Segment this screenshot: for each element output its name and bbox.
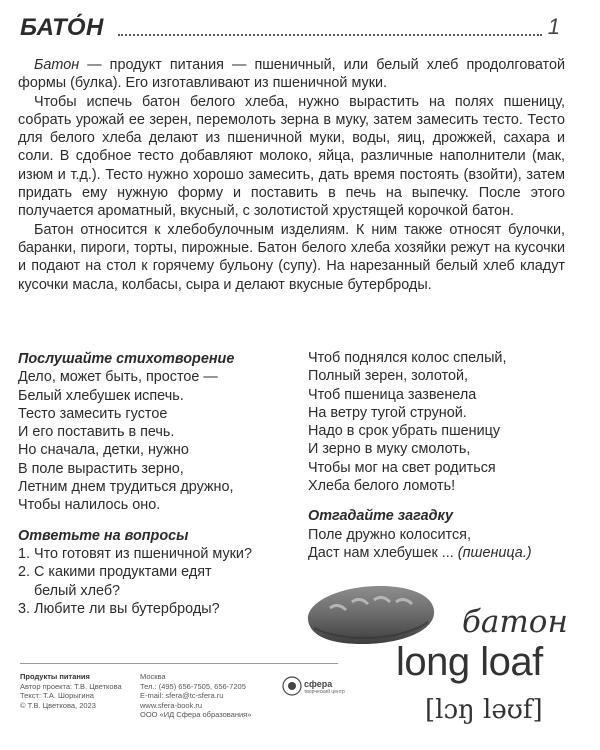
question-text: Что готовят из пшеничной муки?: [34, 545, 252, 562]
riddle-line-text: Даст нам хлебушек ...: [308, 544, 454, 561]
logo-text: сфера: [304, 679, 333, 689]
question-item: [18, 600, 293, 618]
footer-email: E-mail: sfera@tc-sfera.ru: [140, 691, 224, 701]
riddle-line: [308, 544, 578, 562]
intro-definition: — продукт питания — пшеничный, или белый хлеб продолговатой формы (булка). Его изготавливают из пшеничной муки.: [18, 57, 565, 92]
footer-tel: Тел.: (495) 656-7505, 656-7205: [140, 681, 246, 691]
poem-line: На ветру тугой струной.: [308, 404, 467, 421]
poem-line: Белый хлебушек испечь.: [18, 387, 184, 404]
footer-city: Москва: [140, 672, 166, 681]
poem-line: В поле вырастить зерно,: [18, 460, 184, 477]
footer-author-project: Автор проекта: Т.В. Цветкова: [20, 681, 122, 691]
poem-line: Тесто замесить густое: [18, 405, 168, 422]
footer-site: www.sfera-book.ru: [140, 700, 203, 710]
poem-heading: Послушайте стихотворение: [18, 351, 235, 367]
intro-paragraph-3: Батон относится к хлебобулочным изделиям. К ним также относят булочки, баранки, пироги, торты, пирожные. Батон белого хлеба хозяйки режут на кусочки и подают на стол к горячему бульону (супу). На нарезанный белый хлеб кладут кусочки масла, колбасы, сыра и делают вкусные бутерброды.: [18, 221, 565, 293]
poem-line: Чтобы налилось оно.: [18, 497, 161, 514]
right-column: [308, 349, 578, 562]
intro-text: [18, 56, 565, 294]
word-russian-cursive: батон: [462, 604, 568, 640]
poem-line: И его поставить в печь.: [18, 424, 175, 441]
question-item-continuation: белый хлеб?: [34, 582, 121, 599]
question-number: 1.: [18, 545, 31, 562]
question-item: [18, 563, 293, 581]
footer-credits: [20, 672, 122, 710]
poem-line: Но сначала, детки, нужно: [18, 442, 189, 459]
footer-divider: [20, 663, 338, 664]
poem-line: Полный зерен, золотой,: [308, 368, 468, 385]
sfera-logo-icon: [282, 676, 302, 696]
question-number: 2.: [18, 564, 31, 581]
questions-list: [18, 545, 293, 618]
footer-publisher: ООО «ИД Сфера образования»: [140, 710, 252, 720]
page-title: БАТО́Н: [20, 14, 104, 41]
title-dotted-leader: [118, 34, 542, 36]
footer-publisher-info: [140, 672, 251, 720]
poem-line: Чтоб поднялся колос спелый,: [308, 350, 507, 366]
intro-paragraph-2: Чтобы испечь батон белого хлеба, нужно вырастить на полях пшеницу, собрать урожай ее зерен, перемолоть зерна в муку, затем замесить тесто. Тесто для белого хлеба делают из пшеничной муки, воды, яиц, дрожжей, сахара и соли. В сдобное тесто добавляют молоко, яйца, различные наполнители (мак, изюм и т.д.). Тесто нужно хорошо замесить, дать время постоять (взойти), затем придать ему нужную форму и поставить в печь на выпечку. После этого получается ароматный, вкусный, с золотистой хрустящей корочкой батон.: [18, 93, 565, 220]
intro-paragraph-1: [18, 56, 565, 93]
question-number: 3.: [18, 600, 31, 617]
question-text: С какими продуктами едят: [34, 564, 212, 581]
word-transcription: [lɔŋ ləʊf]: [425, 695, 543, 725]
footer-series: Продукты питания: [20, 672, 90, 681]
poem-line: Чтоб пшеница зазвенела: [308, 386, 477, 403]
question-text: Любите ли вы бутерброды?: [34, 600, 220, 617]
word-english: long loaf: [396, 640, 543, 684]
poem-line: Надо в срок убрать пшеницу: [308, 423, 501, 440]
left-column: [18, 350, 293, 618]
intro-term: Батон: [34, 57, 80, 73]
poem-line: И зерно в муку смолоть,: [308, 441, 471, 458]
poem-line: Хлеба белого ломоть!: [308, 478, 456, 495]
logo-tagline: творческий центр: [304, 689, 345, 695]
riddle-answer: (пшеница.): [457, 544, 532, 561]
riddle-line: Поле дружно колосится,: [308, 526, 471, 543]
riddle-heading: Отгадайте загадку: [308, 508, 453, 525]
questions-heading: Ответьте на вопросы: [18, 527, 189, 544]
footer-author-text: Текст: Т.А. Шорыгина: [20, 691, 94, 701]
question-item: [18, 545, 293, 563]
footer-copyright: © Т.В. Цветкова, 2023: [20, 700, 96, 710]
poem-line: Дело, может быть, простое —: [18, 369, 218, 386]
page-number: 1: [547, 14, 560, 39]
poem-line: Чтобы мог на свет родиться: [308, 459, 496, 476]
poem-line: Летним днем трудиться дружно,: [18, 479, 234, 496]
